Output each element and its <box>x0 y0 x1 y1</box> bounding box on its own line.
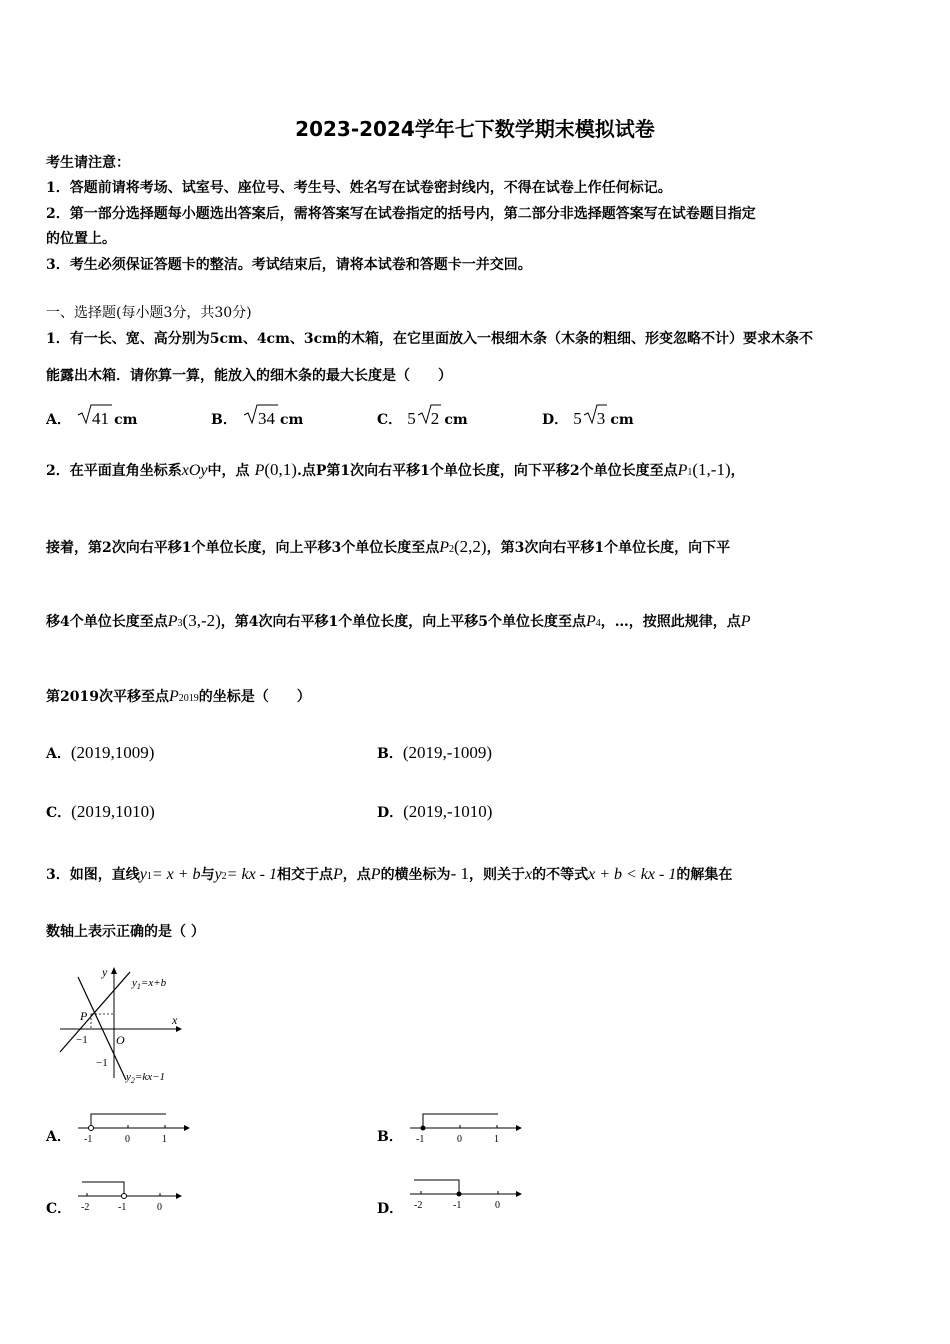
radicand: 41 <box>91 409 109 428</box>
q2-line3: 移4个单位长度至点P3(3,-2)，第4次向右平移1个单位长度，向上平移5个单位长度至点P4，…，按照此规律，点P <box>46 611 751 630</box>
tick-label: 1 <box>494 1134 499 1145</box>
q1-option-d[interactable] <box>542 402 634 429</box>
notice-item-1: 1．答题前请将考场、试室号、座位号、考生号、姓名写在试卷密封线内，不得在试卷上作任何标记。 <box>46 180 672 196</box>
point-p-label: P <box>80 1009 88 1023</box>
y-axis-label: y <box>102 965 108 979</box>
q1-line2: 能露出木箱．请你算一算，能放入的细木条的最大长度是（ ） <box>46 368 452 384</box>
tick-y-label: −1 <box>96 1057 108 1069</box>
tick-label: -1 <box>416 1134 425 1145</box>
notice-item-2: 2．第一部分选择题每小题选出答案后，需将答案写在试卷指定的括号内，第二部分非选择题答案写在试卷题目指定 <box>46 206 756 222</box>
coefficient: 5 <box>407 409 416 428</box>
option-letter: A． <box>46 412 71 428</box>
tick-label: 0 <box>157 1202 162 1213</box>
q2-line2: 接着，第2次向右平移1个单位长度，向上平移3个单位长度至点P2(2,2)，第3次向右平移1个单位长度，向下平 <box>46 537 731 556</box>
radicand: 3 <box>596 409 606 428</box>
y-axis-arrow-icon <box>111 967 117 974</box>
notice-item-2-cont: 的位置上。 <box>46 231 116 247</box>
tick-label: -2 <box>81 1202 90 1213</box>
q3-option-a[interactable]: A． <box>46 1129 71 1145</box>
axis-arrow-icon <box>176 1193 182 1199</box>
section-heading: 一、选择题(每小题3分，共30分) <box>46 305 252 321</box>
q2-option-b[interactable]: B．(2019,-1009) <box>377 743 493 762</box>
tick-x-label: −1 <box>76 1034 88 1046</box>
unit: cm <box>610 412 634 428</box>
closed-endpoint <box>421 1126 426 1131</box>
axis-arrow-icon <box>184 1125 190 1131</box>
notice-heading: 考生请注意： <box>46 155 130 171</box>
q2-line1: 2．在平面直角坐标系xOy中，点 P(0,1).点P第1次向右平移1个单位长度，向下平移2个单位长度至点P1(1,-1)， <box>46 460 745 479</box>
q3-option-b[interactable]: B． <box>377 1129 403 1145</box>
option-letter: D． <box>542 412 569 428</box>
q2-option-d[interactable]: D．(2019,-1010) <box>377 802 493 821</box>
tick-label: 1 <box>162 1134 167 1145</box>
radicand: 2 <box>430 409 440 428</box>
tick-label: -1 <box>453 1200 462 1211</box>
q1-option-a[interactable] <box>46 402 137 429</box>
q3-number-line-d <box>406 1174 526 1214</box>
q3-option-c[interactable]: C． <box>46 1201 72 1217</box>
q1-line1: 1．有一长、宽、高分别为5cm、4cm、3cm的木箱，在它里面放入一根细木条（木条的粗细、形变忽略不计）要求木条不 <box>46 331 813 347</box>
q3-option-d[interactable]: D． <box>377 1201 404 1217</box>
tick-label: -1 <box>84 1134 93 1145</box>
tick-label: 0 <box>495 1200 500 1211</box>
q2-option-c[interactable]: C．(2019,1010) <box>46 802 155 821</box>
open-endpoint <box>122 1194 127 1199</box>
coefficient: 5 <box>573 409 582 428</box>
q3-line1: 3．如图，直线y1= x + b与y2= kx - 1相交于点P，点P的横坐标为- 1，则关于x的不等式x + b < kx - 1的解集在 <box>46 864 733 883</box>
unit: cm <box>280 412 304 428</box>
notice-item-3: 3．考生必须保证答题卡的整洁。考试结束后，请将本试卷和答题卡一并交回。 <box>46 257 532 273</box>
radicand: 34 <box>257 409 275 428</box>
q2-option-a[interactable]: A．(2019,1009) <box>46 743 155 762</box>
tick-label: 0 <box>125 1134 130 1145</box>
q3-number-line-a <box>74 1108 194 1148</box>
x-axis-label: x <box>172 1013 178 1027</box>
tick-label: -1 <box>118 1202 127 1213</box>
line-y1-label: $y_1=x+b$ <box>132 977 167 991</box>
option-letter: C． <box>377 412 403 428</box>
unit: cm <box>444 412 468 428</box>
option-letter: B． <box>211 412 237 428</box>
axis-arrow-icon <box>516 1191 522 1197</box>
axis-arrow-icon <box>516 1125 522 1131</box>
line-y2-label: $y_2=kx-1$ <box>126 1071 166 1085</box>
tick-label: 0 <box>457 1134 462 1145</box>
q3-line2: 数轴上表示正确的是（ ） <box>46 924 205 940</box>
q1-option-b[interactable] <box>211 402 303 429</box>
q3-number-line-c <box>74 1176 194 1216</box>
q1-option-c[interactable] <box>377 402 468 429</box>
open-endpoint <box>89 1126 94 1131</box>
q3-number-line-b <box>406 1108 526 1148</box>
closed-endpoint <box>457 1192 462 1197</box>
page-title: 2023-2024学年七下数学期末模拟试卷 <box>295 117 655 141</box>
q2-line4: 第2019次平移至点P2019的坐标是（ ） <box>46 688 311 705</box>
tick-label: -2 <box>414 1200 423 1211</box>
solution-ray <box>82 1182 124 1196</box>
origin-label: O <box>116 1033 125 1047</box>
unit: cm <box>114 412 138 428</box>
q3-graph-figure <box>52 962 192 1086</box>
